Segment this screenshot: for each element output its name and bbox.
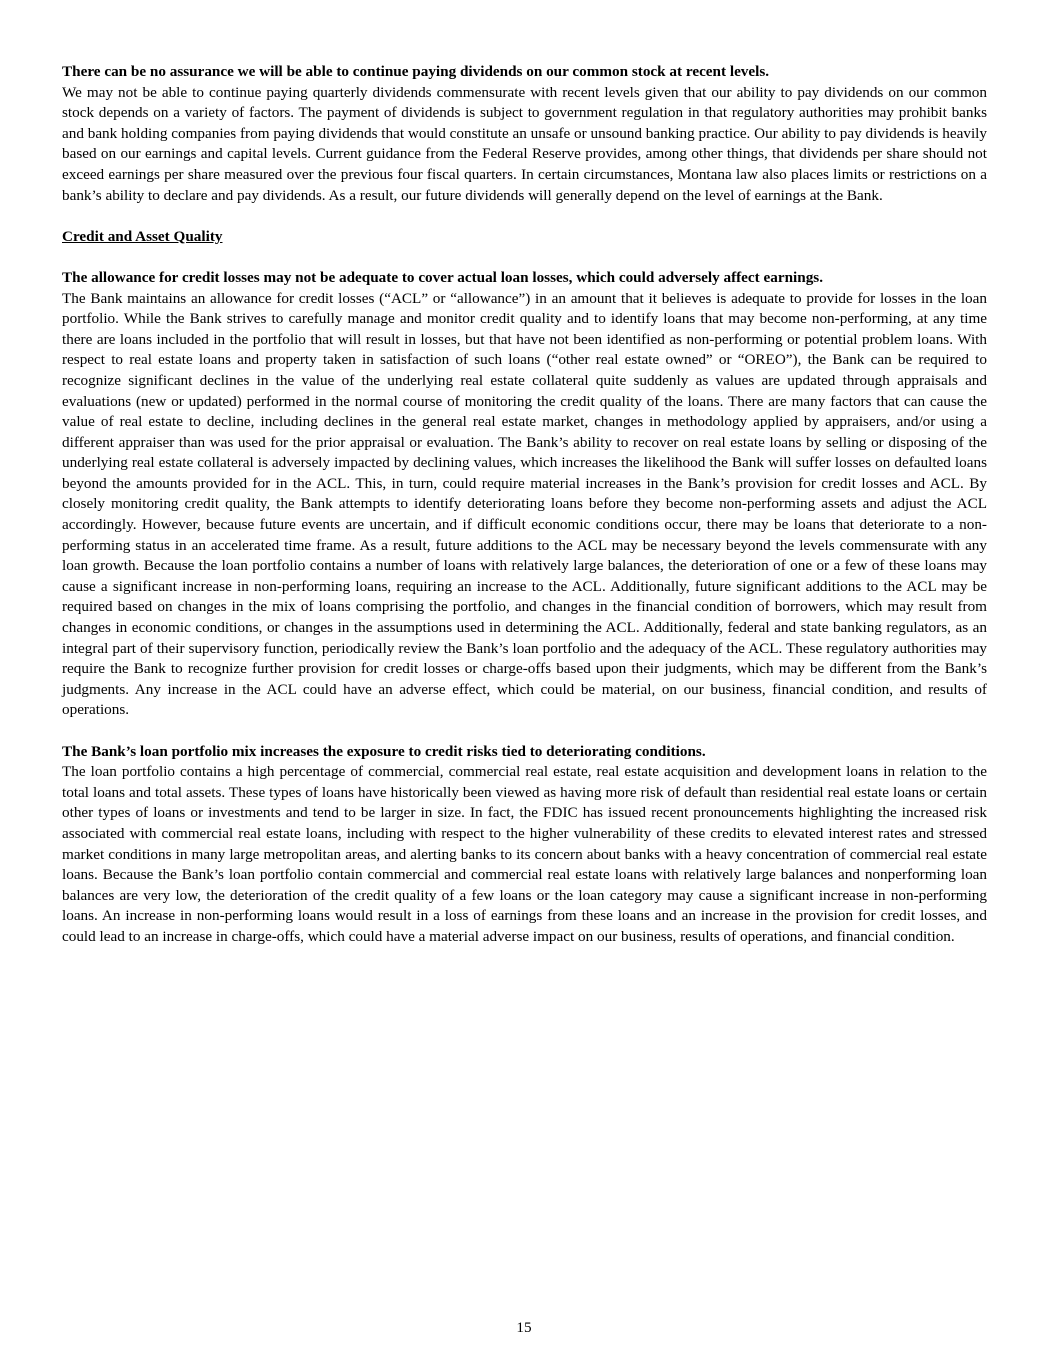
allowance-heading: The allowance for credit losses may not be adequate to cover actual loan losses, which could adversely affect earnings. <box>62 268 824 286</box>
allowance-paragraph: The Bank maintains an allowance for credit losses (“ACL” or “allowance”) in an amount that it believes is adequate to provide for losses in the loan portfolio. While the Bank strives to carefully manage and monitor credit quality and to identify loans that may become non-performing, at any time there are loans included in the portfolio that will result in losses, but that have not been identified as non-performing or potential problem loans. With respect to real estate loans and property taken in satisfaction of such loans (“other real estate owned” or “OREO”), the Bank can be required to recognize significant declines in the value of the underlying real estate collateral quite suddenly as values are updated through appraisals and evaluations (new or updated) performed in the normal course of monitoring the credit quality of the loans. There are many factors that can cause the value of real estate to decline, including declines in the general real estate market, changes in methodology applied by appraisers, and/or using a different appraiser than was used for the prior appraisal or evaluation. The Bank’s ability to recover on real estate loans by selling or disposing of the underlying real estate collateral is adversely impacted by declining values, which increases the likelihood the Bank will suffer losses on defaulted loans beyond the amounts provided for in the ACL. This, in turn, could require material increases in the Bank’s provision for credit losses and ACL. By closely monitoring credit quality, the Bank attempts to identify deteriorating loans before they become non-performing assets and adjust the ACL accordingly. However, because future events are uncertain, and if difficult economic conditions occur, there may be loans that deteriorate to a non-performing status in an accelerated time frame. As a result, future additions to the ACL may be necessary beyond the levels commensurate with any loan growth. Because the loan portfolio contains a number of loans with relatively large balances, the deterioration of one or a few of these loans may cause a significant increase in non-performing loans, requiring an increase to the ACL. Additionally, future significant additions to the ACL may be required based on changes in the mix of loans comprising the portfolio, and changes in the financial condition of borrowers, which may result from changes in economic conditions, or changes in the assumptions used in determining the ACL. Additionally, federal and state banking regulators, as an integral part of their supervisory function, periodically review the Bank’s loan portfolio and the adequacy of the ACL. These regulatory authorities may require the Bank to recognize further provision for credit losses or charge-offs based upon their judgments, which may be different from the Bank’s judgments. Any increase in the ACL could have an adverse effect, which could be material, on our business, financial condition, and results of operations. <box>62 289 987 719</box>
document-body <box>62 62 987 948</box>
section-title: Credit and Asset Quality <box>62 227 223 245</box>
dividends-heading: There can be no assurance we will be able to continue paying dividends on our common stock at recent levels. <box>62 63 770 80</box>
dividends-paragraph: We may not be able to continue paying quarterly dividends commensurate with recent levels given that our ability to pay dividends on our common stock depends on a variety of factors. The payment of dividends is subject to government regulation in that regulatory authorities may prohibit banks and bank holding companies from paying dividends that would constitute an unsafe or unsound banking practice. Our ability to pay dividends is heavily based on our earnings and capital levels. Current guidance from the Federal Reserve provides, among other things, that dividends per share should not exceed earnings per share measured over the previous four fiscal quarters. In certain circumstances, Montana law also places limits or restrictions on a bank’s ability to declare and pay dividends. As a result, our future dividends will generally depend on the level of earnings at the Bank. <box>62 83 987 204</box>
portfolio-mix-heading: The Bank’s loan portfolio mix increases the exposure to credit risks tied to deteriorating conditions. <box>62 742 706 760</box>
portfolio-mix-paragraph: The loan portfolio contains a high percentage of commercial, commercial real estate, real estate acquisition and development loans in relation to the total loans and total assets. These types of loans have historically been viewed as having more risk of default than residential real estate loans or certain other types of loans or investments and tend to be larger in size. In fact, the FDIC has issued recent pronouncements highlighting the increased risk associated with commercial real estate loans, including with respect to the higher vulnerability of these credits to elevated interest rates and stressed market conditions in many large metropolitan areas, and alerting banks to its concern about banks with a heavy concentration of commercial real estate loans. Because the Bank’s loan portfolio contain commercial and commercial real estate loans with relatively large balances and nonperforming loan balances are very low, the deterioration of the credit quality of a few loans or the loan category may cause a significant increase in non-performing loans. An increase in non-performing loans would result in a loss of earnings from these loans and an increase in the provision for credit losses, and could lead to an increase in charge-offs, which could have a material adverse impact on our business, results of operations, and financial condition. <box>62 763 987 945</box>
page-number: 15 <box>516 1319 532 1336</box>
